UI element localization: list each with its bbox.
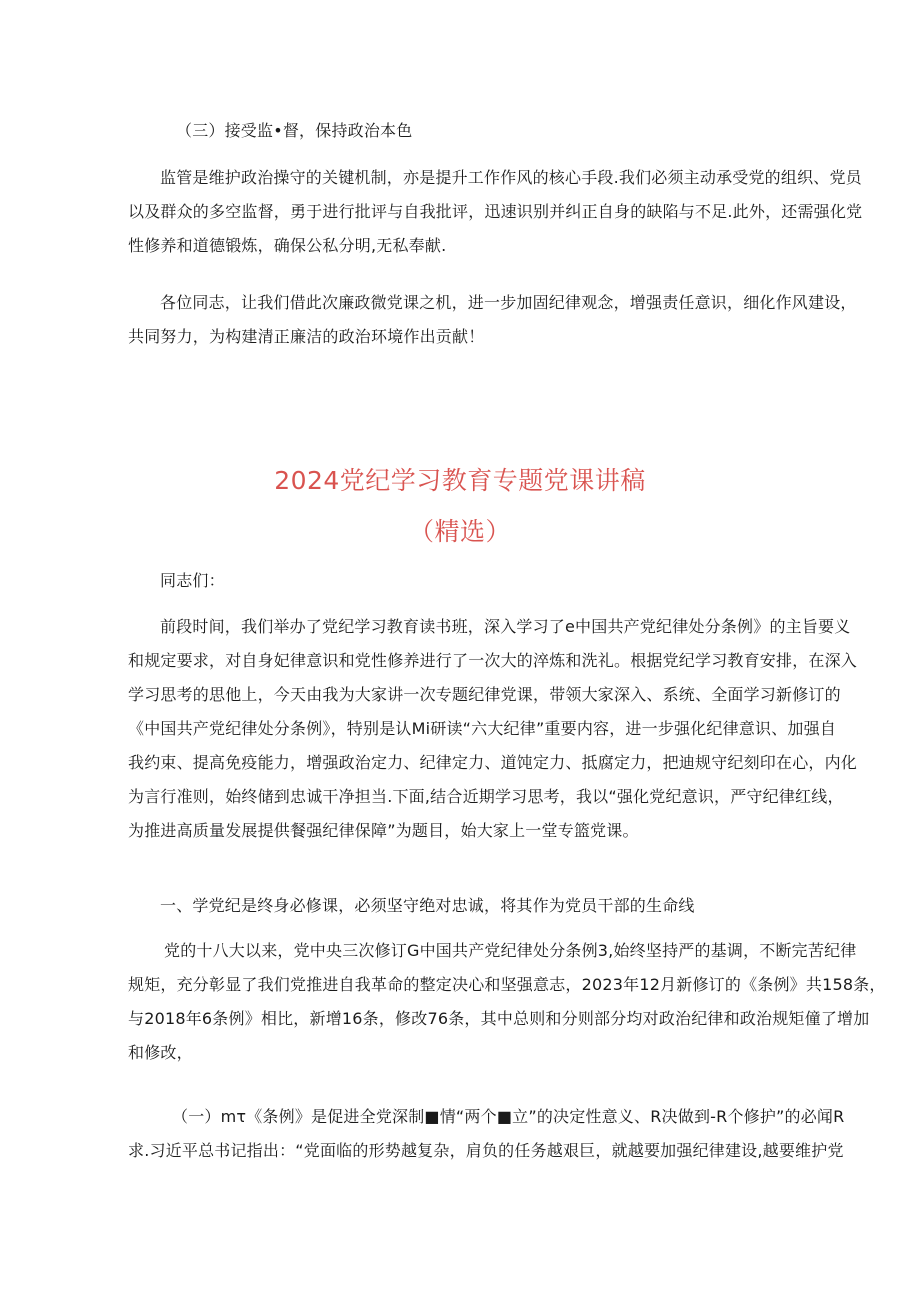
section-one-paragraph: 党的十八大以来，党中央三次修订G中国共产党纪律处分条例3,始终坚持严的基调，不断完苦纪律 规矩，充分彰显了我们党推进自我革命的整定决心和坚强意志，2023年12月新修订的《条例》共158条， 与2018年6条例》相比，新增16条，修改76条，其中总则和分则部分均对政治纪律和政治规矩僮了增加 和修改， [128,941,886,1062]
intro-paragraph: 前段时间，我们举办了党纪学习教育读书班，深入学习了e中国共产党纪律处分条例》的主旨要义 和规定要求，对自身妃律意识和党性修养进行了一次大的淬炼和洗礼。根据党纪学习教育安排，在深入 学习思考的思他上，今天由我为大家讲一次专题纪律党课，带领大家深入、系统、全面学习新修订的 《中国共产党纪律处分条例》，特别是认Mi研读“六大纪律”重要内容，进一步强化纪律意识、加强自 我约束、提高免疫能力，增强政治定力、纪律定力、道饨定力、抵腐定力，把迪规守纪刻印在心，内化 为言行准则，始终储到忠诚干净担当.下面,结合近期学习思考，我以“强化党纪意识，严守纪律红线， 为推进高质量发展提供餐强纪律保障”为题目，始大家上一堂专篮党课。 [128,617,858,840]
article-subtitle: （精选） [408,517,511,546]
sub-section-one-paragraph: （一）mτ《条例》是促进全党深制■情“两个■立”的决定性意义、R决做到-R个修护”的必闻R 求.习近平总书记指出：“党面临的形势越复杂，肩负的任务越艰巨，就越要加强纪律建设,越要维护党 [128,1107,845,1160]
article-title: 2024党纪学习教育专题党课讲稿 [274,466,646,495]
section-three-heading: （三）接受监•督，保持政治本色 [176,121,413,140]
closing-paragraph: 各位同志，让我们借此次廉政微党课之机，进一步加固纪律观念，增强责任意识，细化作风建设， 共同努力，为构建清正廉洁的政治环境作出贡献！ [128,293,857,346]
section-one-heading: 一、学党纪是终身必修课，必须坚守绝对忠诚，将其作为党员干部的生命线 [160,896,695,915]
section-three-paragraph: 监管是维护政治操守的关键机制，亦是提升工作作风的核心手段.我们必须主动承受党的组织、党员 以及群众的多空监督，勇于进行批评与自我批评，迅速识别并纠正自身的缺陷与不足.此外，还需强化党 性修养和道德锻炼，确保公私分明,无私奉献. [128,168,863,255]
greeting: 同志们： [160,571,225,590]
